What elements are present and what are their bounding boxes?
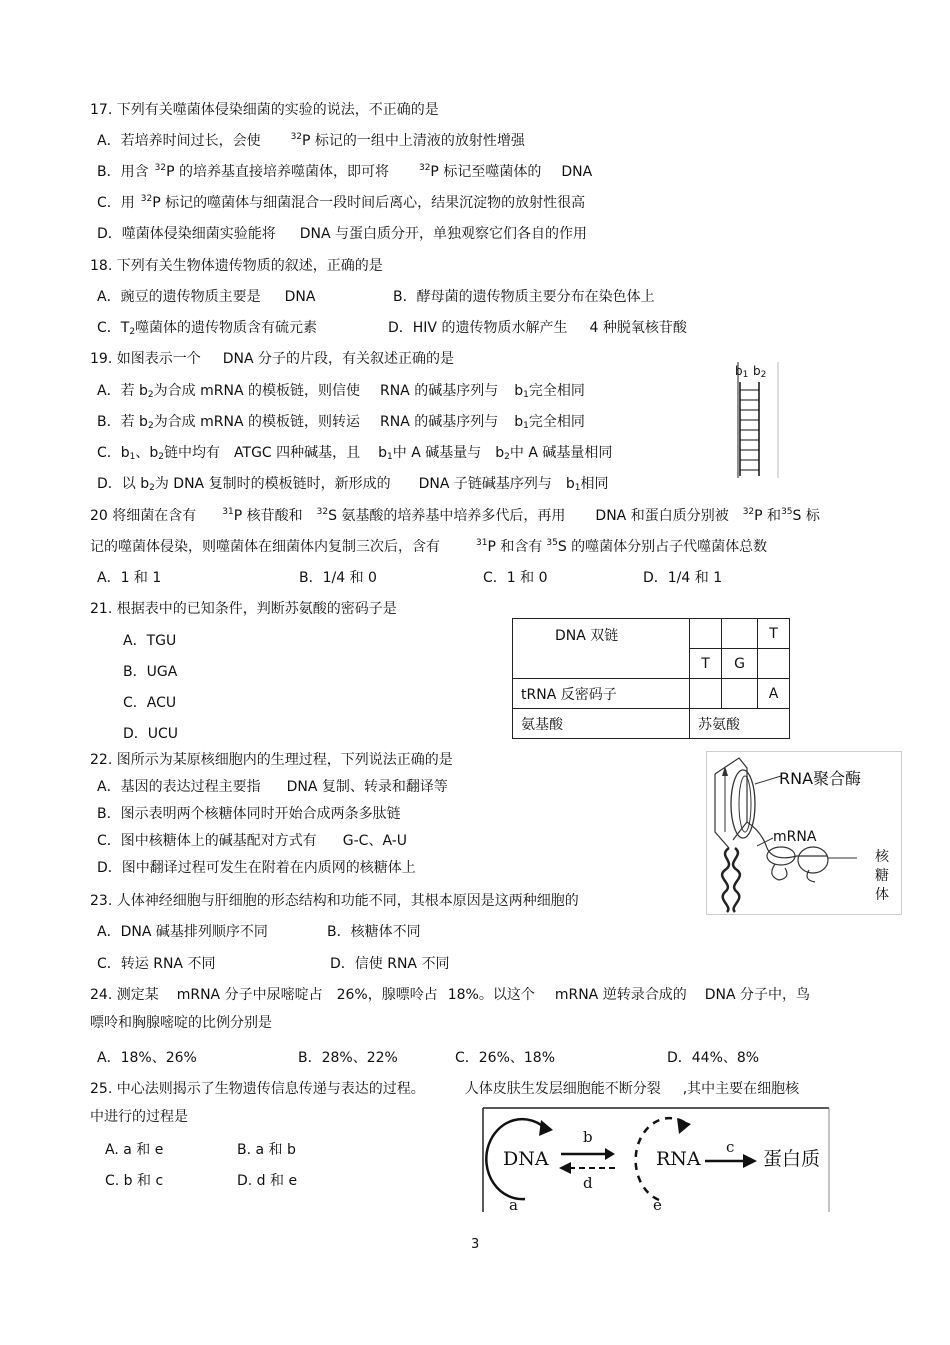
q22-option-d: D．图中翻译过程可发生在附着在内质网的核糖体上 xyxy=(97,860,416,876)
table-cell xyxy=(722,619,758,649)
q22-option-b: B．图示表明两个核糖体同时开始合成两条多肽链 xyxy=(97,806,401,822)
q19-stem: 19. 如图表示一个 DNA 分子的片段，有关叙述正确的是 xyxy=(90,351,454,367)
amino-acid-value: 苏氨酸 xyxy=(690,709,790,739)
q18-stem: 18. 下列有关生物体遗传物质的叙述，正确的是 xyxy=(90,258,383,274)
q17-option-b: B．用含 $^{32}$P 的培养基直接培养噬菌体，即可将 $^{32}$P 标记至噬菌体的 DNA xyxy=(97,163,593,180)
q21-option-d: D．UCU xyxy=(123,726,179,742)
q25-option-c: C. b 和 c xyxy=(105,1173,164,1189)
central-dogma-figure xyxy=(481,1106,831,1214)
q19-option-a: A．若 $b_2$为合成 mRNA 的模板链，则信使 RNA 的碱基序列与 $b_1$完全相同 xyxy=(97,383,585,400)
amino-acid-label: 氨基酸 xyxy=(513,709,690,739)
strand-b1-label: $b_1$ xyxy=(735,364,749,380)
q17-option-c: C．用 $^{32}$P 标记的噬菌体与细菌混合一段时间后离心，结果沉淀物的放射性很高 xyxy=(97,194,586,211)
q24-option-b: B．28%、22% xyxy=(298,1050,398,1066)
arrow-a-label: a xyxy=(509,1196,518,1214)
q24-option-a: A．18%、26% xyxy=(97,1050,197,1066)
q24-stem-line2: 嘌呤和胸腺嘧啶的比例分别是 xyxy=(90,1015,272,1031)
table-cell: A xyxy=(758,679,790,709)
q19-option-c: C．$b_1$、$b_2$链中均有 ATGC 四种碱基，且 $b_1$中 A 碱基量与 $b_2$中 A 碱基量相同 xyxy=(97,445,613,462)
q18-option-d: D．HIV 的遗传物质水解产生 4 种脱氧核苷酸 xyxy=(388,320,687,336)
q17-option-a: A．若培养时间过长，会使 $^{32}$P 标记的一组中上清液的放射性增强 xyxy=(97,132,525,149)
q17-stem: 17. 下列有关噬菌体侵染细菌的实验的说法，不正确的是 xyxy=(90,102,439,118)
q21-option-b: B．UGA xyxy=(123,664,178,680)
q23-option-a: A．DNA 碱基排列顺序不同 xyxy=(97,924,268,940)
arrow-e-label: e xyxy=(653,1196,662,1214)
q18-option-b: B．酵母菌的遗传物质主要分布在染色体上 xyxy=(393,289,655,305)
q20-stem-line1: 20 将细菌在含有 $^{31}$P 核苷酸和 $^{32}$S 氨基酸的培养基中培养多代后，再用 DNA 和蛋白质分别被 $^{32}$P 和$^{35}$S 标 xyxy=(90,507,820,524)
dna-node-label: DNA xyxy=(503,1148,549,1170)
codon-table xyxy=(512,618,790,739)
q20-option-c: C．1 和 0 xyxy=(483,570,548,586)
q25-option-d: D. d 和 e xyxy=(237,1173,298,1189)
q18-option-a: A．豌豆的遗传物质主要是 DNA xyxy=(97,289,316,305)
transcription-translation-figure xyxy=(706,751,902,915)
q19-option-b: B．若 $b_2$为合成 mRNA 的模板链，则转运 RNA 的碱基序列与 $b_1$完全相同 xyxy=(97,414,585,431)
q23-option-d: D．信使 RNA 不同 xyxy=(330,956,450,972)
dna-ladder-figure xyxy=(733,360,781,480)
q25-option-a: A. a 和 e xyxy=(105,1142,164,1158)
q20-option-d: D．1/4 和 1 xyxy=(643,570,723,586)
arrow-b-label: b xyxy=(583,1128,593,1146)
q20-stem-line2: 记的噬菌体侵染，则噬菌体在细菌体内复制三次后，含有 $^{31}$P 和含有 $^{35}$S 的噬菌体分别占子代噬菌体总数 xyxy=(90,538,768,555)
arrow-d-label: d xyxy=(583,1174,593,1192)
q19-option-d: D．以 $b_2$为 DNA 复制时的模板链时，新形成的 DNA 子链碱基序列与 $b_1$相同 xyxy=(97,476,609,493)
table-cell: T xyxy=(758,619,790,649)
q23-stem: 23. 人体神经细胞与肝细胞的形态结构和功能不同，其根本原因是这两种细胞的 xyxy=(90,893,579,909)
arrow-c-label: c xyxy=(726,1138,735,1156)
q18-option-c: C．$T_2$噬菌体的遗传物质含有硫元素 xyxy=(97,320,318,337)
q24-stem-line1: 24. 测定某 mRNA 分子中尿嘧啶占 26%，腺嘌呤占 18%。以这个 mRNA 逆转录合成的 DNA 分子中，鸟 xyxy=(90,987,810,1003)
table-cell xyxy=(722,679,758,709)
q23-option-b: B．核糖体不同 xyxy=(327,924,421,940)
q22-stem: 22. 图所示为某原核细胞内的生理过程，下列说法正确的是 xyxy=(90,752,453,768)
q20-option-a: A．1 和 1 xyxy=(97,570,162,586)
q21-stem: 21. 根据表中的已知条件，判断苏氨酸的密码子是 xyxy=(90,601,397,617)
trna-anticodon-label: tRNA 反密码子 xyxy=(513,679,690,709)
table-cell xyxy=(690,679,722,709)
q23-option-c: C．转运 RNA 不同 xyxy=(97,956,216,972)
table-cell: G xyxy=(722,649,758,679)
q22-option-a: A．基因的表达过程主要指 DNA 复制、转录和翻译等 xyxy=(97,779,448,795)
q17-option-d: D．噬菌体侵染细菌实验能将 DNA 与蛋白质分开，单独观察它们各自的作用 xyxy=(97,226,588,242)
table-cell xyxy=(758,649,790,679)
q21-option-c: C．ACU xyxy=(123,695,177,711)
q25-option-b: B. a 和 b xyxy=(237,1142,296,1158)
q24-option-c: C．26%、18% xyxy=(455,1050,556,1066)
page-number: 3 xyxy=(471,1237,480,1252)
mrna-label: mRNA xyxy=(773,829,817,845)
rna-node-label: RNA xyxy=(656,1148,701,1170)
q25-stem-line2: 中进行的过程是 xyxy=(90,1109,188,1125)
q24-option-d: D．44%、8% xyxy=(667,1050,760,1066)
protein-node-label: 蛋白质 xyxy=(763,1148,821,1170)
q20-option-b: B．1/4 和 0 xyxy=(299,570,377,586)
q22-option-c: C．图中核糖体上的碱基配对方式有 G-C、A-U xyxy=(97,833,408,849)
ribosome-label: 核 糖 体 xyxy=(875,849,889,903)
table-cell: T xyxy=(690,649,722,679)
q25-stem-line1: 25. 中心法则揭示了生物遗传信息传递与表达的过程。 人体皮肤生发层细胞能不断分裂 ,其中主要在细胞核 xyxy=(90,1081,800,1097)
q21-option-a: A．TGU xyxy=(123,633,177,649)
dna-ladder-drawing xyxy=(733,360,781,480)
dna-double-strand-label: DNA 双链 xyxy=(513,619,690,679)
strand-b2-label: $b_2$ xyxy=(753,364,767,380)
table-cell xyxy=(690,619,722,649)
rna-polymerase-label: RNA聚合酶 xyxy=(779,769,862,788)
